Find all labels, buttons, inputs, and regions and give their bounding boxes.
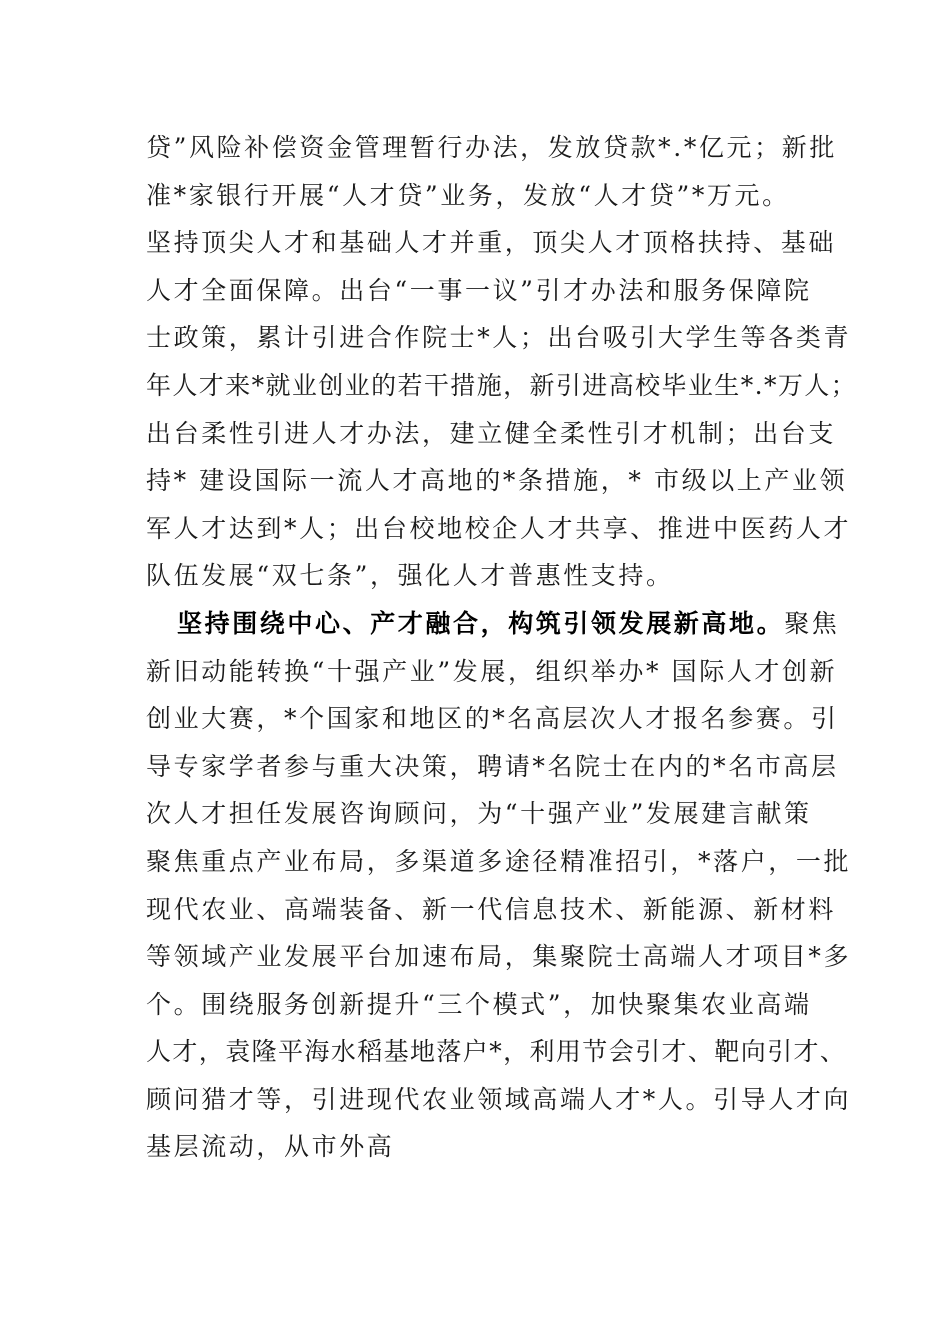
text-line: 出台柔性引进人才办法，建立健全柔性引才机制；出台支: [146, 418, 837, 448]
text-line: 持* 建设国际一流人才高地的*条措施，* 市级以上产业领: [146, 466, 848, 496]
text-line: 新旧动能转换“十强产业”发展，组织举办* 国际人才创新: [146, 656, 838, 686]
text-line: 创业大赛，*个国家和地区的*名高层次人才报名参赛。引: [146, 704, 839, 734]
text-line: 导专家学者参与重大决策，聘请*名院士在内的*名市高层: [146, 751, 839, 781]
text-line: 准*家银行开展“人才贷”业务，发放“人才贷”*万元。: [146, 180, 790, 210]
text-line: 现代农业、高端装备、新一代信息技术、新能源、新材料: [146, 894, 837, 924]
text-line: 士政策，累计引进合作院士*人；出台吸引大学生等各类青: [146, 323, 852, 353]
text-line: 次人才担任发展咨询顾问，为“十强产业”发展建言献策: [146, 799, 812, 829]
text-line: 基层流动，从市外高: [146, 1132, 395, 1162]
text-line: 贷”风险补偿资金管理暂行办法，发放贷款*.*亿元；新批: [146, 133, 837, 162]
paragraph-heading-continuation: 聚焦: [784, 608, 840, 638]
text-line: 坚持顶尖人才和基础人才并重，顶尖人才顶格扶持、基础: [146, 228, 837, 258]
text-line: 人才全面保障。出台“一事一议”引才办法和服务保障院: [146, 275, 812, 305]
paragraph-heading-line: [146, 600, 840, 648]
text-line: 军人才达到*人；出台校地校企人才共享、推进中医药人才: [146, 513, 852, 543]
text-line: 人才，袁隆平海水稻基地落户*，利用节会引才、靶向引才、: [146, 1037, 847, 1067]
text-line: 聚焦重点产业布局，多渠道多途径精准招引，*落户，一批: [146, 846, 852, 876]
text-line: 队伍发展“双七条”，强化人才普惠性支持。: [146, 561, 674, 591]
text-line: 等领域产业发展平台加速布局，集聚院士高端人才项目*多: [146, 942, 852, 972]
text-line: 顾问猎才等，引进现代农业领域高端人才*人。引导人才向: [146, 1084, 852, 1114]
body-text: [146, 124, 858, 1171]
text-line: 年人才来*就业创业的若干措施，新引进高校毕业生*.*万人；: [146, 370, 858, 400]
paragraph-heading: 坚持围绕中心、产才融合，构筑引领发展新高地。: [177, 608, 785, 638]
text-line: 个。围绕服务创新提升“三个模式”，加快聚集农业高端: [146, 989, 812, 1019]
